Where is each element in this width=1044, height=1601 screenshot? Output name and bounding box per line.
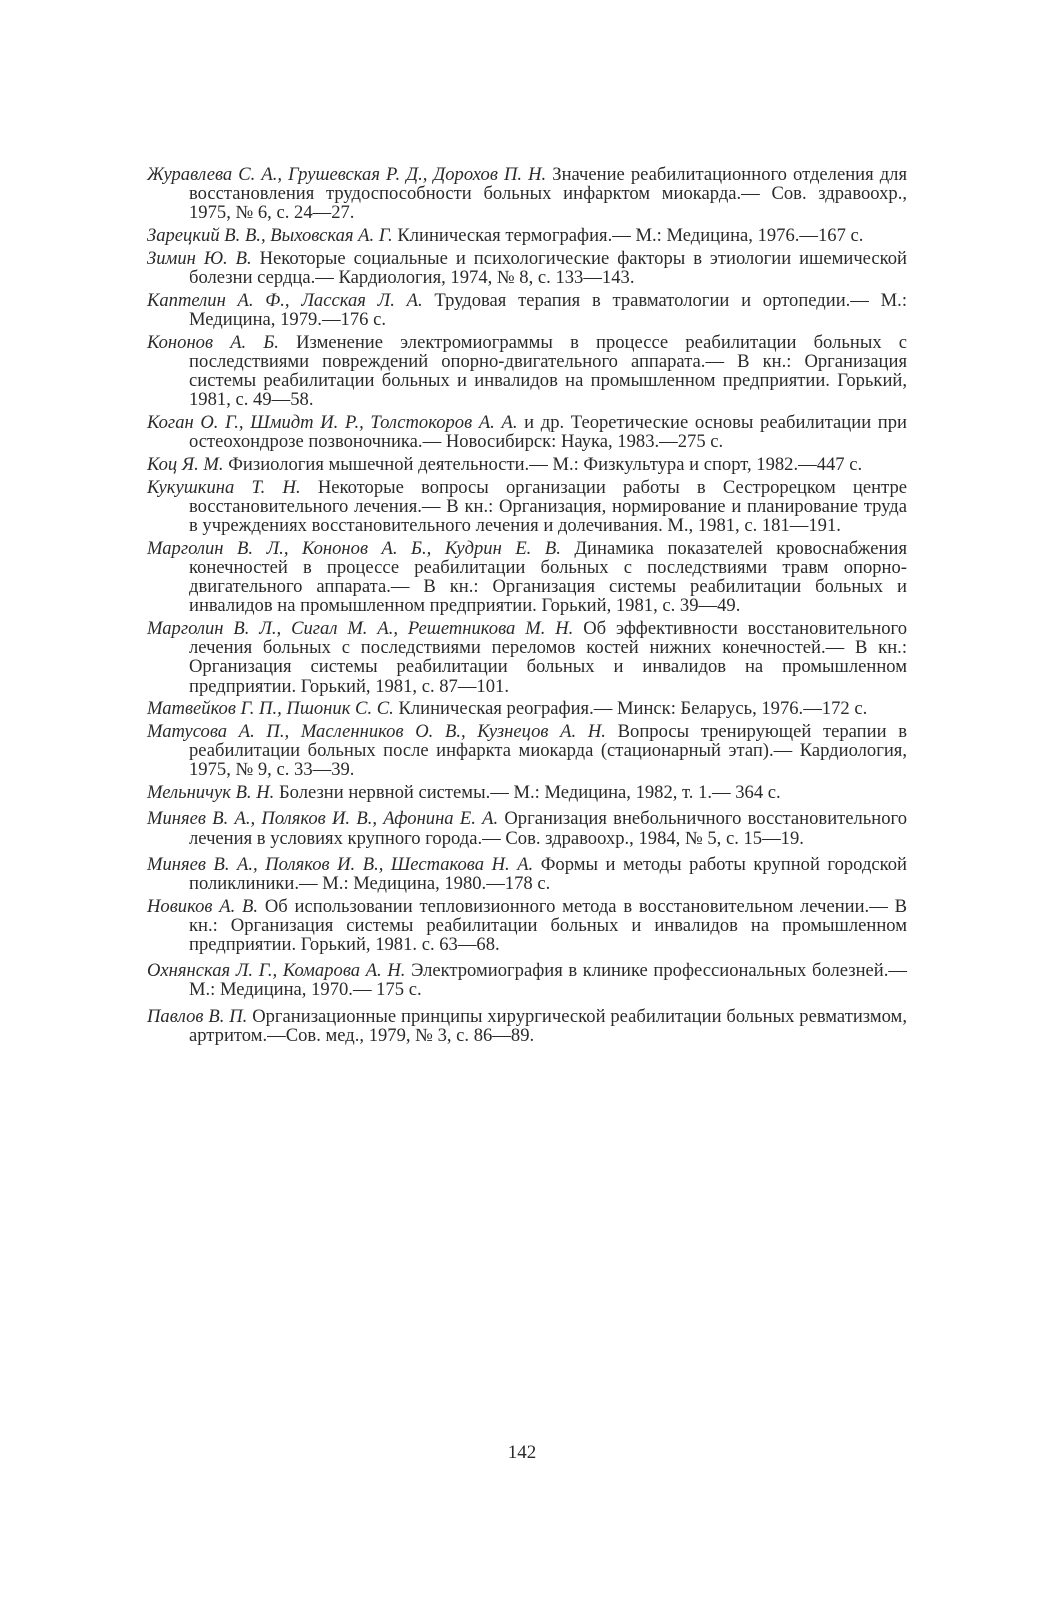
reference-text: Трудовая терапия в травматологии и ортопедии.— М.: Медицина, 1979.—176 с. bbox=[189, 289, 907, 330]
reference-authors: Зарецкий В. В., Выховская А. Г. bbox=[147, 225, 393, 247]
reference-text: Некоторые вопросы организации работы в Сестрорецком центре восстановительного лечения.— В кн.: Организация, нормирование и планирование труда в учреждениях восстановительного лечения и долечивания. М., 1981, с. 181—191. bbox=[189, 476, 907, 536]
reference-text: Вопросы тренирующей терапии в реабилитации больных после инфаркта миокарда (стационарный этап).— Кардиология, 1975, № 9, с. 33—39. bbox=[189, 720, 907, 781]
reference-authors: Коган О. Г., Шмидт И. Р., Толстокоров А. А. bbox=[147, 411, 518, 433]
reference-text: Физиология мышечной деятельности.— М.: Физкультура и спорт, 1982.—447 с. bbox=[228, 453, 863, 475]
reference-text: и др. Теоретические основы реабилитации при остеохондрозе позвоночника.— Новосибирск: Наука, 1983.—275 с. bbox=[189, 411, 907, 453]
page-number: 142 bbox=[507, 1442, 537, 1463]
reference-entry bbox=[147, 478, 907, 536]
reference-text: Изменение электромиограммы в процессе реабилитации больных с последствиями повреждений опорно-двигательного аппарата.— В кн.: Организация системы реабилитации больных и инвалидов на промышленном предприятии. Горький, 1981, с. 49—58. bbox=[189, 331, 908, 411]
reference-entry bbox=[147, 165, 907, 223]
reference-entry bbox=[147, 226, 907, 245]
reference-entry bbox=[147, 961, 907, 999]
reference-authors: Кононов А. Б. bbox=[147, 331, 279, 353]
reference-text: Болезни нервной системы.— М.: Медицина, 1982, т. 1.— 364 с. bbox=[278, 782, 781, 804]
reference-authors: Каптелин А. Ф., Ласская Л. А. bbox=[147, 289, 423, 311]
reference-entry bbox=[147, 1007, 907, 1045]
reference-authors: Кукушкина Т. Н. bbox=[147, 476, 301, 498]
reference-entry bbox=[147, 333, 907, 410]
reference-authors: Охнянская Л. Г., Комарова А. Н. bbox=[147, 960, 406, 982]
reference-text: Клиническая термография.— М.: Медицина, 1976.—167 с. bbox=[397, 225, 864, 247]
reference-text: Формы и методы работы крупной городской поликлиники.— М.: Медицина, 1980.—178 с. bbox=[189, 853, 907, 894]
reference-authors: Зимин Ю. В. bbox=[147, 247, 252, 269]
reference-authors: Мельничук В. Н. bbox=[147, 782, 275, 804]
reference-entry bbox=[147, 291, 907, 329]
reference-entry bbox=[147, 897, 907, 955]
reference-authors: Миняев В. А., Поляков И. В., Афонина Е. А. bbox=[147, 808, 499, 830]
reference-text: Электромиография в клинике профессиональных болезней.— М.: Медицина, 1970.— 175 с. bbox=[189, 960, 907, 1001]
bibliography-page bbox=[147, 165, 907, 1049]
reference-entry bbox=[147, 722, 907, 780]
reference-list bbox=[147, 165, 907, 1045]
reference-entry bbox=[147, 699, 907, 718]
reference-text: Об использовании тепловизионного метода в восстановительном лечении.— В кн.: Организация системы реабилитации больных и инвалидов на промышленном предприятии. Горький, 1981. с. 63—68. bbox=[189, 895, 907, 956]
reference-text: Организация внебольничного восстановительного лечения в условиях крупного города.— Сов. здравоохр., 1984, № 5, с. 15—19. bbox=[189, 808, 907, 849]
reference-authors: Матвейков Г. П., Пшоник С. С. bbox=[147, 698, 394, 720]
reference-authors: Павлов В. П. bbox=[147, 1005, 248, 1027]
reference-authors: Коц Я. М. bbox=[147, 453, 224, 475]
reference-authors: Миняев В. А., Поляков И. В., Шестакова Н. А. bbox=[147, 853, 534, 875]
reference-entry bbox=[147, 619, 907, 696]
reference-text: Организационные принципы хирургической реабилитации больных ревматизмом, артритом.—Сов. мед., 1979, № 3, с. 86—89. bbox=[189, 1005, 907, 1046]
reference-entry bbox=[147, 539, 907, 616]
reference-text: Значение реабилитационного отделения для восстановления трудоспособности больных инфарктом миокарда.— Сов. здравоохр., 1975, № 6, с. 24—27. bbox=[189, 164, 907, 224]
reference-authors: Матусова А. П., Масленников О. В., Кузнецов А. Н. bbox=[147, 720, 606, 742]
reference-text: Динамика показателей кровоснабжения конечностей в процессе реабилитации больных с последствиями травм опорно-двигательного аппарата.— В кн.: Организация системы реабилитации больных и инвалидов на промышленном предприятии. Горький, 1981, с. 39—49. bbox=[189, 537, 907, 617]
reference-entry bbox=[147, 455, 907, 474]
reference-authors: Журавлева С. А., Грушевская Р. Д., Дорохов П. Н. bbox=[147, 164, 547, 185]
reference-authors: Марголин В. Л., Сигал М. А., Решетникова М. Н. bbox=[147, 617, 574, 639]
reference-entry bbox=[147, 249, 907, 287]
reference-text: Об эффективности восстановительного лечения больных с последствиями переломов костей нижних конечностей.— В кн.: Организация системы реабилитации больных и инвалидов на промышленном предприятии. Горький, 1981, с. 87—101. bbox=[189, 617, 907, 697]
reference-entry bbox=[147, 413, 907, 451]
reference-entry bbox=[147, 783, 907, 802]
reference-text: Клиническая реография.— Минск: Беларусь, 1976.—172 с. bbox=[398, 698, 868, 720]
reference-entry bbox=[147, 855, 907, 893]
reference-authors: Марголин В. Л., Кононов А. Б., Кудрин Е. В. bbox=[147, 537, 561, 559]
reference-authors: Новиков А. В. bbox=[147, 895, 259, 917]
reference-entry bbox=[147, 809, 907, 847]
reference-text: Некоторые социальные и психологические факторы в этиологии ишемической болезни сердца.— Кардиология, 1974, № 8, с. 133—143. bbox=[189, 247, 907, 289]
